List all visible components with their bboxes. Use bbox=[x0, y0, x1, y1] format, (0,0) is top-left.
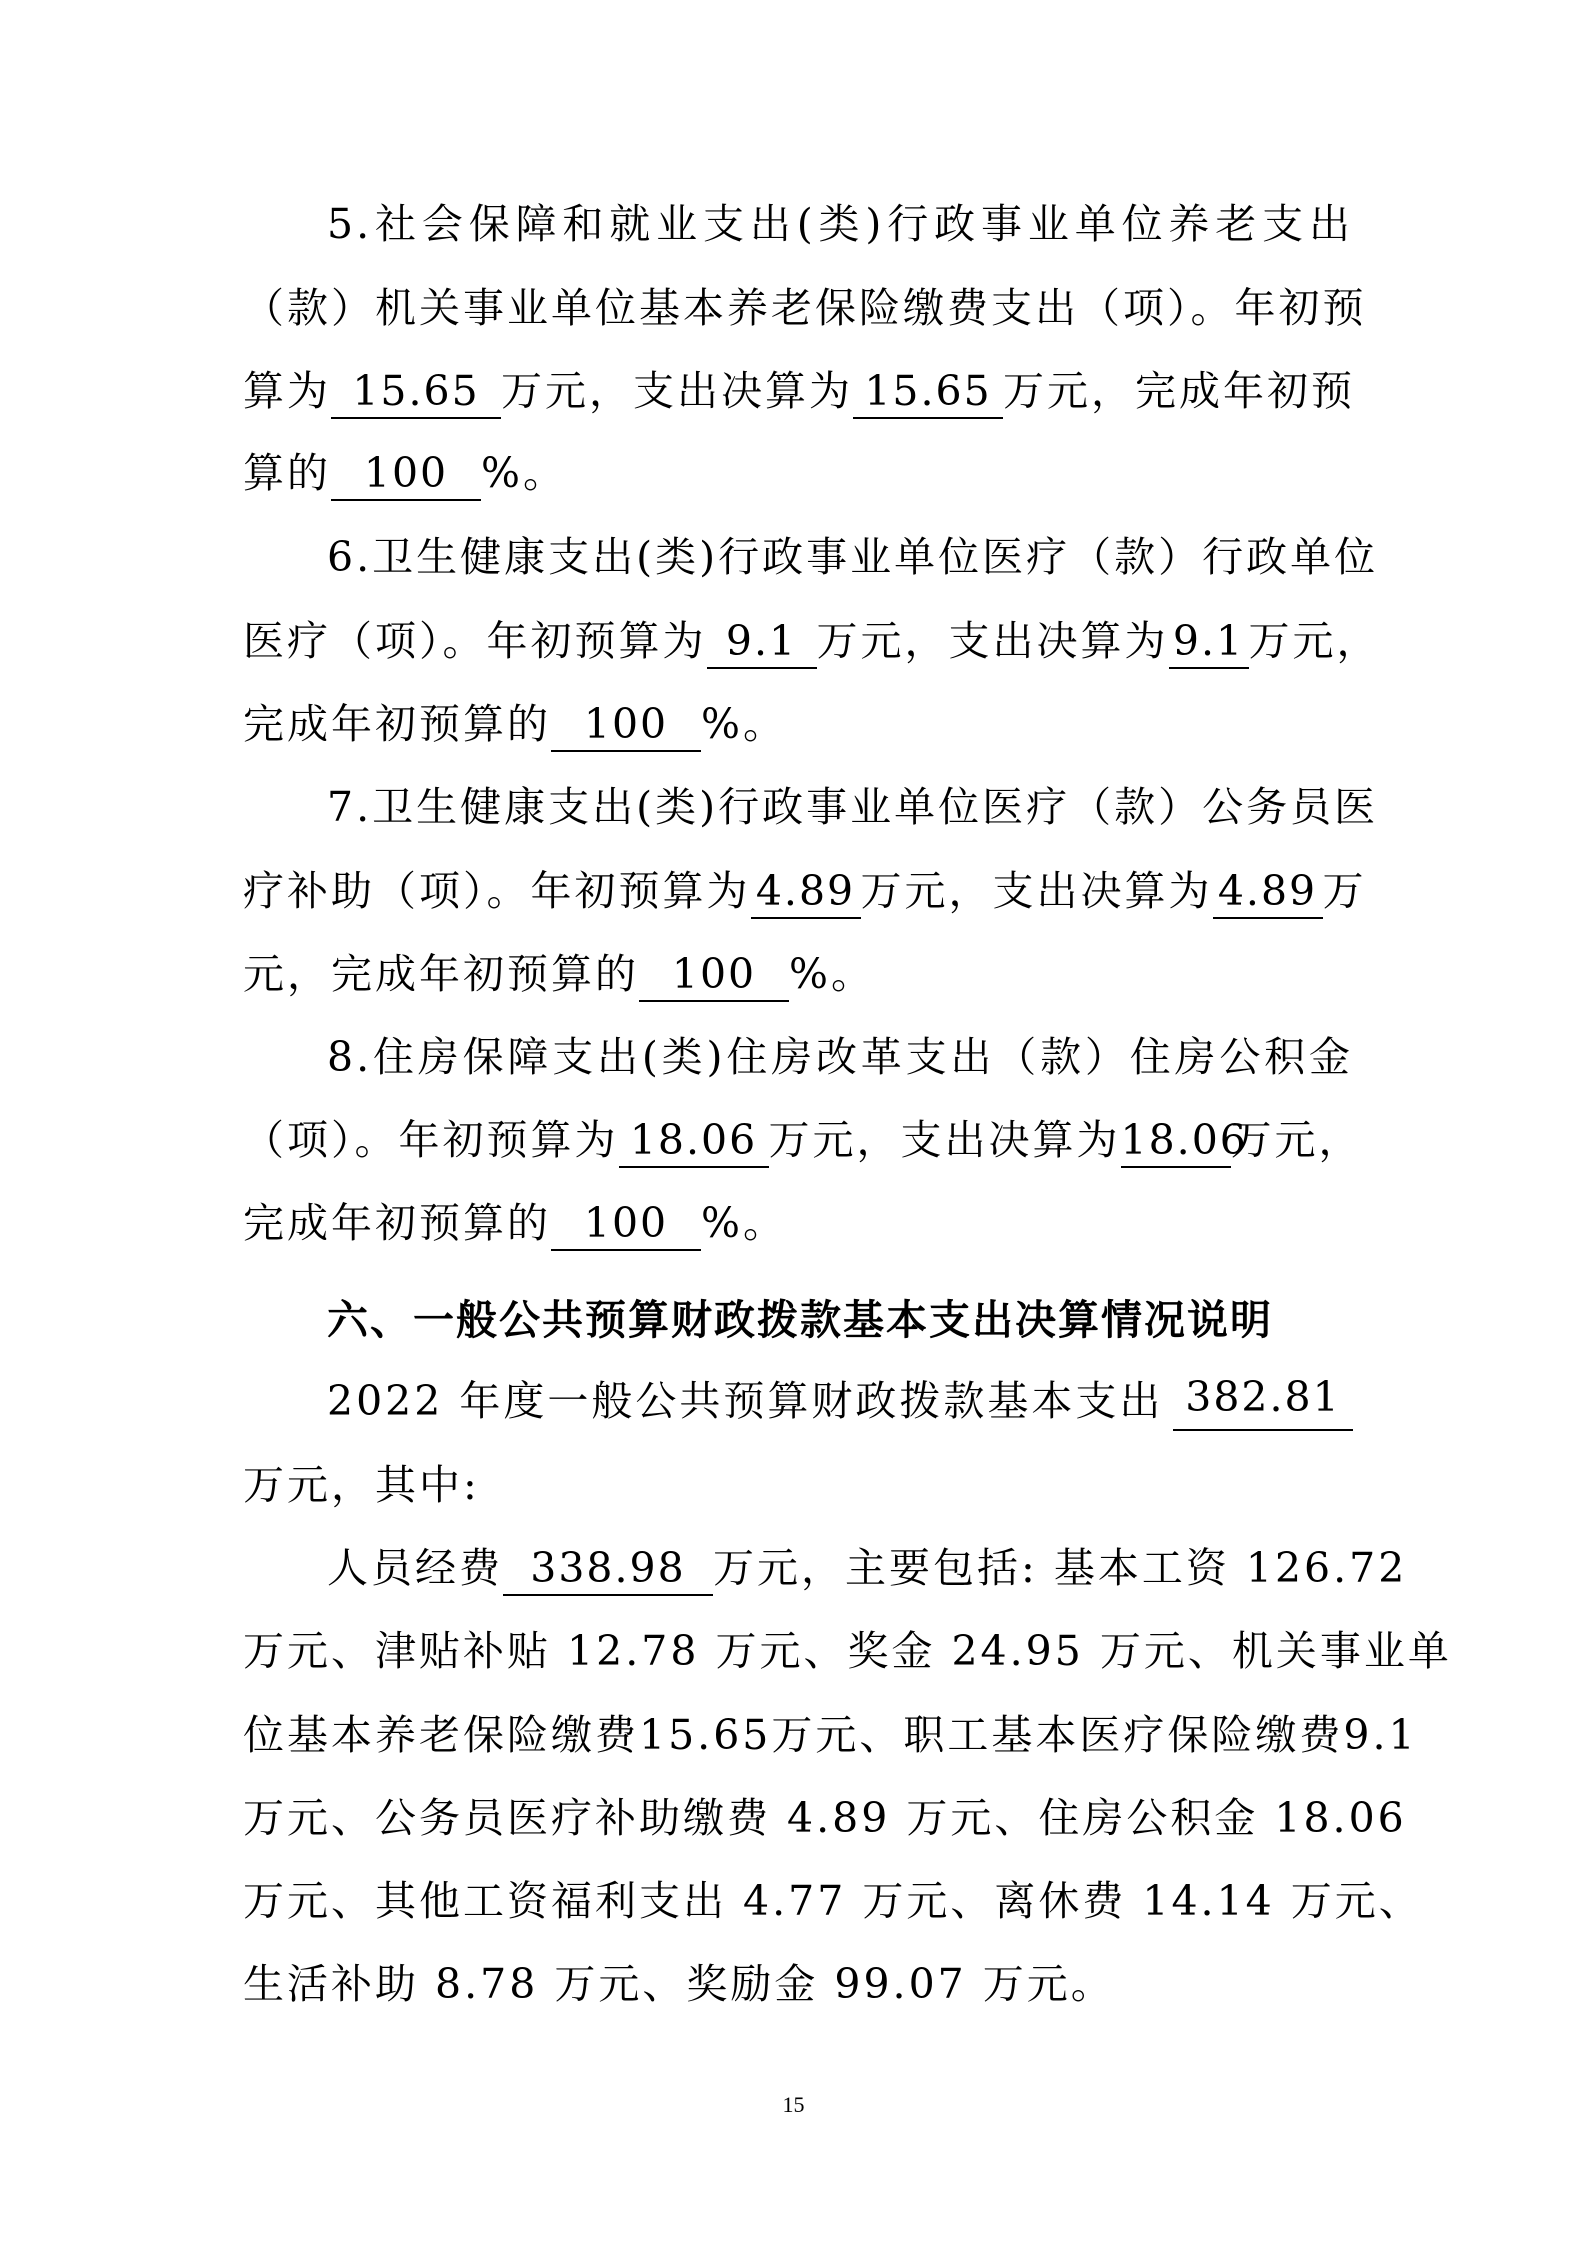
text-run: 元，完成年初预算的 bbox=[243, 950, 639, 998]
paragraph-line bbox=[243, 611, 1381, 671]
paragraph-line: 生活补助 8.78 万元、奖励金 99.07 万元。 bbox=[243, 1960, 1115, 2008]
section-heading: 六、一般公共预算财政拨款基本支出决算情况说明 bbox=[327, 1296, 1273, 1344]
paragraph-line bbox=[243, 861, 1367, 921]
paragraph-line bbox=[243, 694, 1353, 754]
text-run: 算为 bbox=[243, 367, 331, 415]
paragraph-line bbox=[243, 361, 1353, 421]
underlined-value: 9.1 bbox=[1169, 615, 1249, 669]
paragraph-line: 7.卫生健康支出(类)行政事业单位医疗（款）公务员医 bbox=[327, 783, 1379, 831]
underlined-value: 100 bbox=[551, 1197, 701, 1251]
paragraph-line bbox=[243, 1110, 1363, 1170]
paragraph-line: 6.卫生健康支出(类)行政事业单位医疗（款）行政单位 bbox=[327, 533, 1379, 581]
text-run: 万元，支出决算为 bbox=[860, 867, 1213, 915]
text-run: %。 bbox=[701, 1199, 787, 1247]
underlined-value: 100 bbox=[331, 447, 481, 501]
text-run: 万元， bbox=[1248, 617, 1381, 665]
text-run: 万元，支出决算为 bbox=[816, 617, 1169, 665]
paragraph-line bbox=[327, 1371, 1353, 1431]
paragraph-line bbox=[243, 944, 1353, 1004]
page-number: 15 bbox=[782, 2092, 805, 2117]
text-run: %。 bbox=[789, 950, 875, 998]
underlined-value: 15.65 bbox=[853, 365, 1003, 419]
underlined-value: 15.65 bbox=[331, 365, 501, 419]
paragraph-line bbox=[327, 1538, 1408, 1598]
paragraph-line: 位基本养老保险缴费15.65万元、职工基本医疗保险缴费9.1 bbox=[243, 1711, 1418, 1759]
paragraph-line: 万元、津贴补贴 12.78 万元、奖金 24.95 万元、机关事业单 bbox=[243, 1627, 1452, 1675]
text-run: 万元，支出决算为 bbox=[501, 367, 853, 415]
underlined-value: 382.81 bbox=[1173, 1371, 1353, 1431]
text-run: 完成年初预算的 bbox=[243, 1199, 551, 1247]
text-run: 完成年初预算的 bbox=[243, 700, 551, 748]
underlined-value: 338.98 bbox=[503, 1542, 713, 1596]
paragraph-line: 8.住房保障支出(类)住房改革支出（款）住房公积金 bbox=[327, 1033, 1353, 1081]
text-run: 万元， bbox=[1230, 1116, 1363, 1164]
paragraph-line bbox=[243, 443, 1353, 503]
paragraph-line: 5.社会保障和就业支出(类)行政事业单位养老支出 bbox=[327, 200, 1353, 248]
text-run: 疗补助（项）。年初预算为 bbox=[243, 867, 751, 915]
text-run: %。 bbox=[481, 449, 567, 497]
underlined-value: 100 bbox=[551, 698, 701, 752]
underlined-value: 4.89 bbox=[751, 865, 861, 919]
paragraph-line: 万元，其中: bbox=[243, 1461, 480, 1509]
paragraph-line: 万元、其他工资福利支出 4.77 万元、离休费 14.14 万元、 bbox=[243, 1877, 1423, 1925]
text-run: 万元，主要包括: 基本工资 126.72 bbox=[713, 1544, 1408, 1592]
underlined-value: 4.89 bbox=[1213, 865, 1323, 919]
paragraph-line bbox=[243, 1193, 1353, 1253]
underlined-value: 100 bbox=[639, 948, 789, 1002]
text-run: 万 bbox=[1322, 867, 1367, 915]
text-run: 万元，支出决算为 bbox=[768, 1116, 1121, 1164]
text-run: 万元，完成年初预 bbox=[1003, 367, 1355, 415]
text-run: （项）。年初预算为 bbox=[243, 1116, 619, 1164]
text-run: 算的 bbox=[243, 449, 331, 497]
text-run: %。 bbox=[701, 700, 787, 748]
underlined-value: 18.06 bbox=[1121, 1114, 1231, 1168]
text-run: 人员经费 bbox=[327, 1544, 503, 1592]
text-run: 2022 年度一般公共预算财政拨款基本支出 bbox=[327, 1377, 1164, 1425]
underlined-value: 18.06 bbox=[619, 1114, 769, 1168]
paragraph-line: （款）机关事业单位基本养老保险缴费支出（项）。年初预 bbox=[243, 284, 1367, 332]
paragraph-line: 万元、公务员医疗补助缴费 4.89 万元、住房公积金 18.06 bbox=[243, 1794, 1407, 1842]
text-group bbox=[327, 1538, 713, 1598]
text-run: 医疗（项）。年初预算为 bbox=[243, 617, 707, 665]
underlined-value: 9.1 bbox=[707, 615, 817, 669]
